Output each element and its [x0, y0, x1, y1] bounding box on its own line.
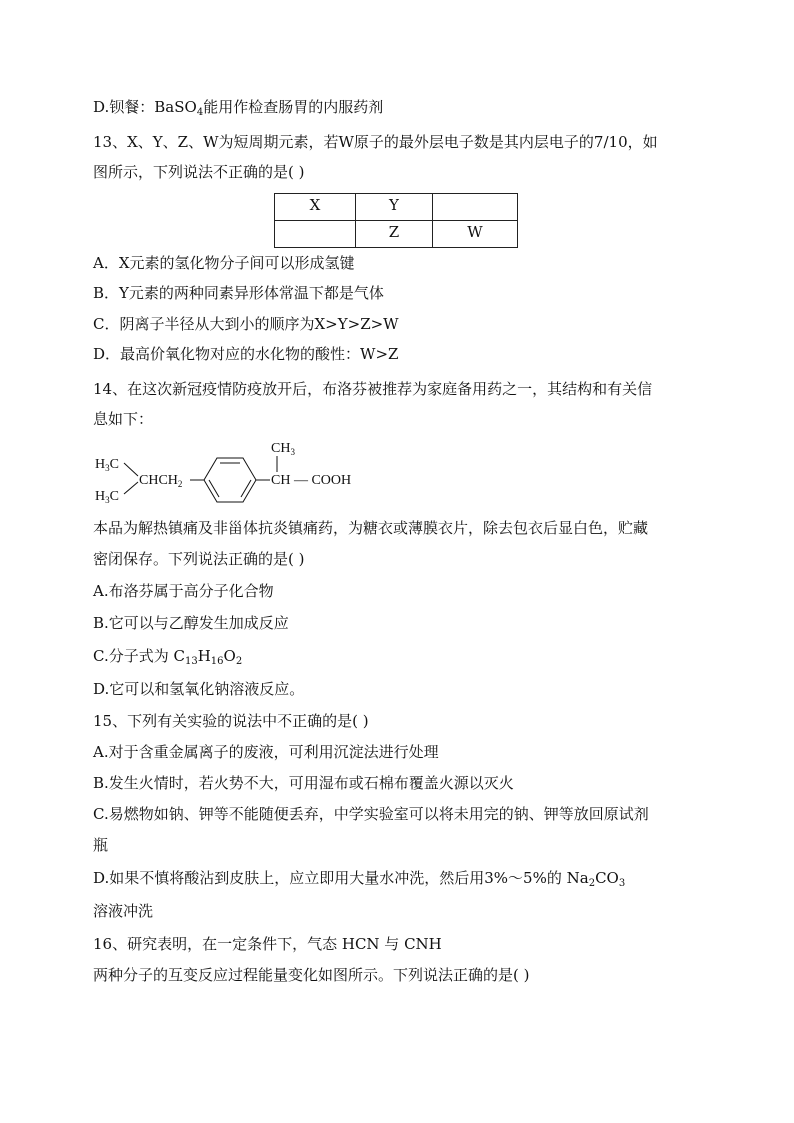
ibuprofen-structure [93, 436, 373, 510]
q13-option-a: A．X元素的氢化物分子间可以形成氢键 [93, 254, 355, 272]
benzene-double-bond [209, 480, 219, 497]
struct-h3c-bottom: $H_3C$ [95, 489, 119, 505]
q14-stem-line1: 14、在这次新冠疫情防疫放开后，布洛芬被推荐为家庭备用药之一，其结构和有关信 [93, 380, 653, 398]
q15-option-d-line2: 溶液冲洗 [93, 902, 154, 920]
formula-h: H [197, 647, 211, 665]
table-cell: X [275, 194, 356, 221]
struct-bond-branch-bottom [124, 482, 138, 494]
formula-sub: 2 [235, 656, 243, 667]
periodic-table-fragment [274, 193, 518, 248]
q14-stem-line2: 息如下： [93, 410, 154, 428]
struct-chch2: $CHCH_2$ [139, 473, 183, 489]
q14-desc-line2: 密闭保存。下列说法正确的是( ) [93, 550, 305, 568]
q15-stem: 15、下列有关实验的说法中不正确的是( ) [93, 712, 369, 730]
table-row [275, 221, 518, 248]
q16-stem-line2: 两种分子的互变反应过程能量变化如图所示。下列说法正确的是( ) [93, 966, 530, 984]
formula-o: O [223, 647, 236, 665]
q15-option-b: B.发生火情时，若火势不大，可用湿布或石棉布覆盖火源以灭火 [93, 774, 514, 792]
table-cell: Z [356, 221, 433, 248]
table-cell [433, 194, 518, 221]
q14-option-b: B.它可以与乙醇发生加成反应 [93, 614, 289, 632]
table-row [275, 194, 518, 221]
q12d-suffix: 能用作检查肠胃的内服药剂 [203, 98, 384, 116]
benzene-ring [204, 458, 256, 502]
q13-option-b: B．Y元素的两种同素异形体常温下都是气体 [93, 284, 384, 302]
q12-option-d [93, 96, 383, 124]
formula-co: CO [595, 869, 619, 887]
q13-option-d: D．最高价氧化物对应的水化物的酸性：W>Z [93, 345, 399, 363]
q15-option-c-line2: 瓶 [93, 836, 109, 854]
q12d-sub: 4 [196, 107, 204, 118]
q15-option-a: A.对于含重金属离子的废液，可利用沉淀法进行处理 [93, 743, 439, 761]
q12d-prefix: D.钡餐：BaSO [93, 98, 197, 116]
q15d-prefix: D.如果不慎将酸沾到皮肤上，应立即用大量水冲洗，然后用3%～5%的 Na [93, 869, 589, 887]
struct-ch-cooh: CH — COOH [271, 473, 352, 488]
q14-option-c [93, 645, 242, 673]
struct-h3c-top: $H_3C$ [95, 457, 119, 473]
struct-bond-branch-top [124, 463, 138, 476]
q15-option-c-line1: C.易燃物如钠、钾等不能随便丢弃，中学实验室可以将未用完的钠、钾等放回原试剂 [93, 805, 649, 823]
q13-stem-line1: 13、X、Y、Z、W为短周期元素，若W原子的最外层电子数是其内层电子的7/10，如 [93, 133, 658, 151]
formula-sub: 3 [618, 878, 626, 889]
ibuprofen-structure-drawing [93, 436, 373, 510]
q14-option-d: D.它可以和氢氧化钠溶液反应。 [93, 680, 305, 698]
table-cell: Y [356, 194, 433, 221]
q14-option-a: A.布洛芬属于高分子化合物 [93, 582, 274, 600]
formula-sub: 2 [588, 878, 596, 889]
q14c-prefix: C.分子式为 C [93, 647, 185, 665]
q16-stem-line1: 16、研究表明，在一定条件下，气态 HCN 与 CNH [93, 935, 442, 953]
formula-sub: 13 [184, 656, 198, 667]
formula-sub: 16 [210, 656, 224, 667]
q14-desc-line1: 本品为解热镇痛及非甾体抗炎镇痛药，为糖衣或薄膜衣片，除去包衣后显白色，贮藏 [93, 519, 649, 537]
q13-option-c: C．阴离子半径从大到小的顺序为X>Y>Z>W [93, 315, 399, 333]
table-cell [275, 221, 356, 248]
benzene-double-bond [241, 480, 251, 497]
q13-stem-line2: 图所示，下列说法不正确的是( ) [93, 163, 305, 181]
q15-option-d-line1 [93, 867, 625, 895]
struct-ch3-top: $CH_3$ [271, 441, 295, 457]
table-cell: W [433, 221, 518, 248]
